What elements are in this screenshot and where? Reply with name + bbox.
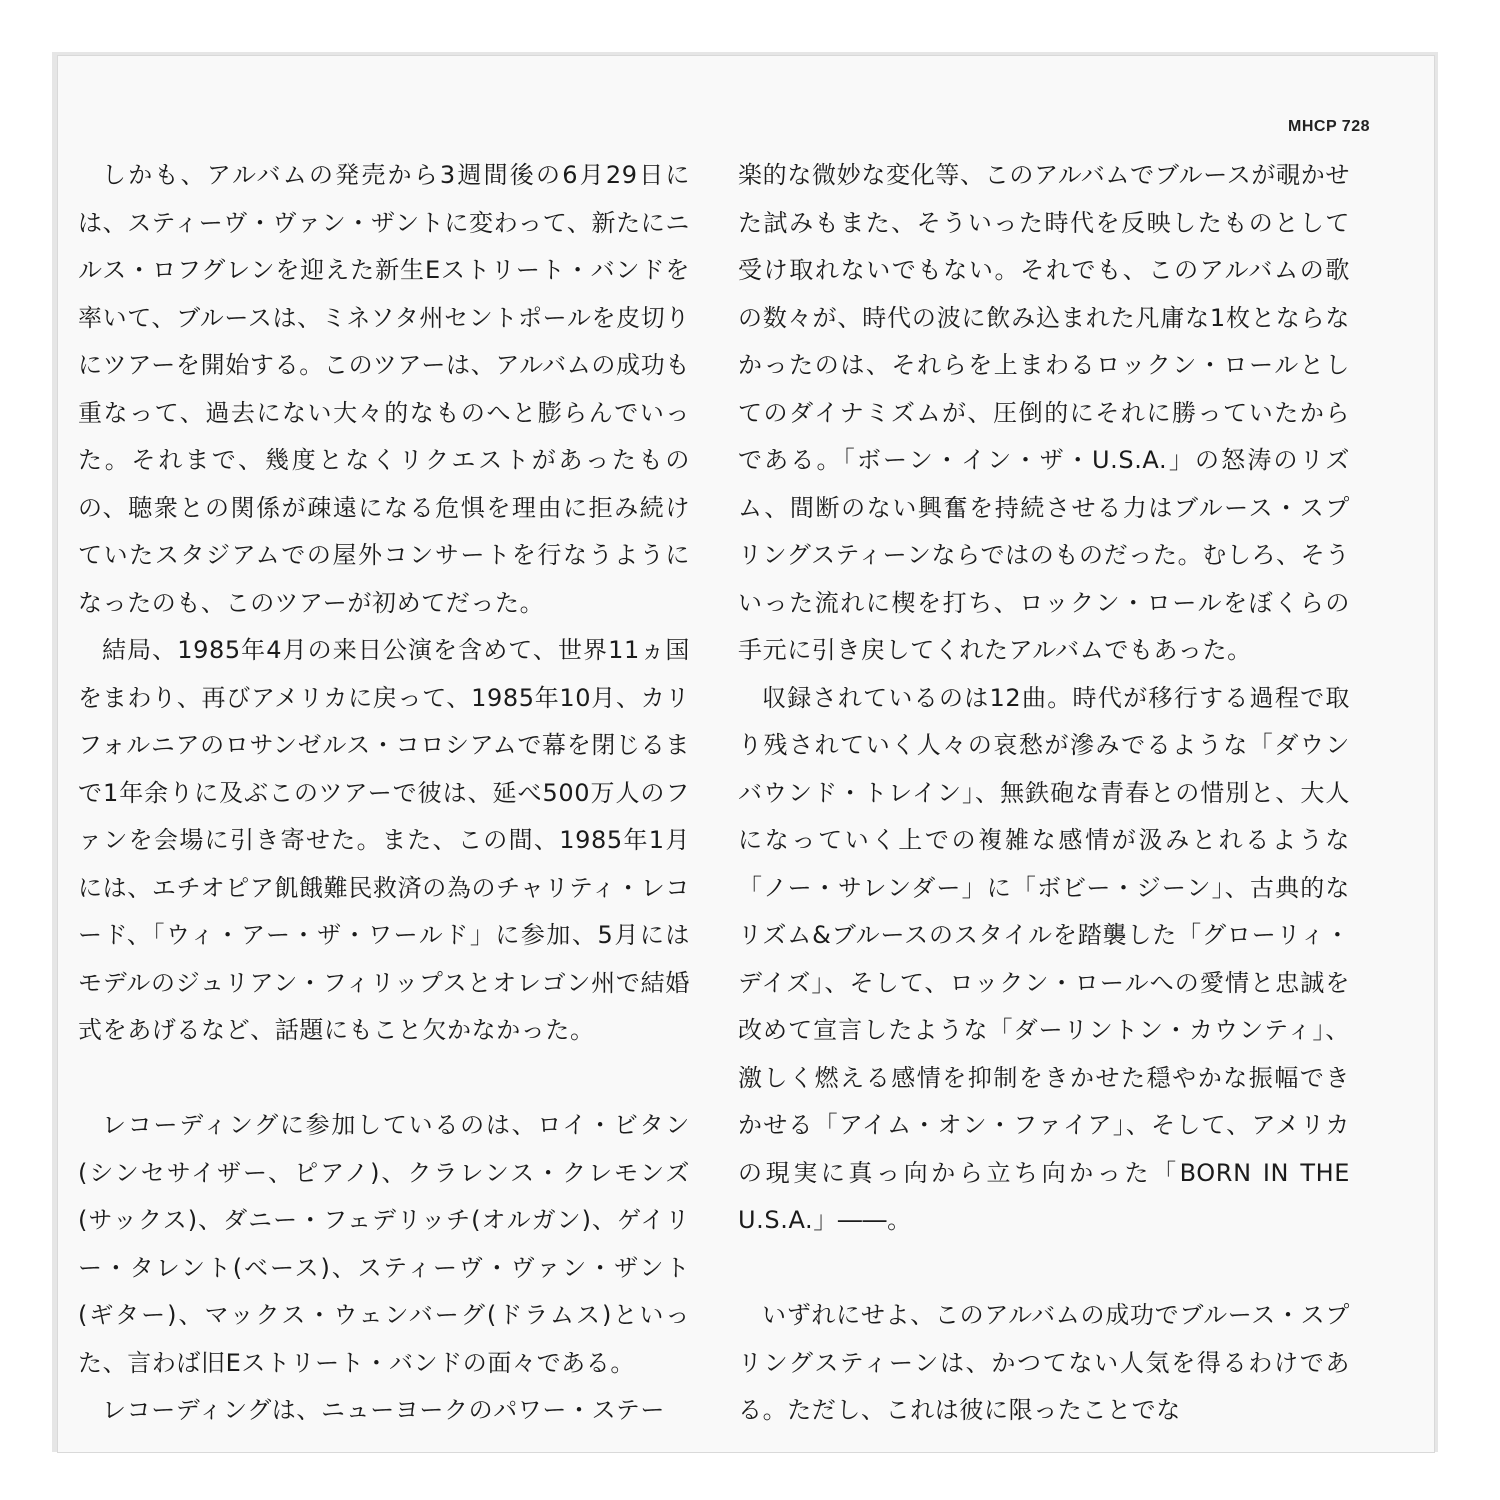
left-paragraph-2: 結局、1985年4月の来日公演を含めて、世界11ヵ国をまわり、再びアメリカに戻って、1985年10月、カリフォルニアのロサンゼルス・コロシアムで幕を閉じるまで1年余りに及ぶこのツアーで彼は、延べ500万人のファンを会場に引き寄せた。また、この間、1985年1月には、エチオピア飢餓難民救済の為のチャリティ・レコード、「ウィ・アー・ザ・ワールド」に参加、5月にはモデルのジュリアン・フィリップスとオレゴン州で結婚式をあげるなど、話題にもこと欠かなかった。 <box>78 636 690 1044</box>
booklet-page <box>58 56 1434 1452</box>
left-text-column <box>78 152 690 1435</box>
catalog-number: MHCP 728 <box>1288 118 1370 135</box>
left-paragraph-3: レコーディングに参加しているのは、ロイ・ビタン(シンセサイザー、ピアノ)、クラレンス・クレモンズ(サックス)、ダニー・フェデリッチ(オルガン)、ゲイリー・タレント(ベース)、スティーヴ・ヴァン・ザント(ギター)、マックス・ウェンバーグ(ドラムス)といった、言わば旧Eストリート・バンドの面々である。 <box>78 1111 690 1377</box>
right-paragraph-2: 収録されているのは12曲。時代が移行する過程で取り残されていく人々の哀愁が滲みでるような「ダウンバウンド・トレイン」、無鉄砲な青春との惜別と、大人になっていく上での複雑な感情が汲みとれるような「ノー・サレンダー」に「ボビー・ジーン」、古典的なリズム&ブルースのスタイルを踏襲した「グローリィ・デイズ」、そして、ロックン・ロールへの愛情と忠誠を改めて宣言したような「ダーリントン・カウンティ」、激しく燃える感情を抑制をきかせた穏やかな振幅できかせる「アイム・オン・ファイア」、そして、アメリカの現実に真っ向から立ち向かった「BORN IN THE U.S.A.」――。 <box>738 683 1350 1234</box>
left-paragraph-1: しかも、アルバムの発売から3週間後の6月29日には、スティーヴ・ヴァン・ザントに変わって、新たにニルス・ロフグレンを迎えた新生Eストリート・バンドを率いて、ブルースは、ミネソタ州セントポールを皮切りにツアーを開始する。このツアーは、アルバムの成功も重なって、過去にない大々的なものへと膨らんでいった。それまで、幾度となくリクエストがあったものの、聴衆との関係が疎遠になる危惧を理由に拒み続けていたスタジアムでの屋外コンサートを行なうようになったのも、このツアーが初めてだった。 <box>78 161 690 617</box>
right-text-column <box>738 152 1350 1435</box>
right-paragraph-1: 楽的な微妙な変化等、このアルバムでブルースが覗かせた試みもまた、そういった時代を反映したものとして受け取れないでもない。それでも、このアルバムの歌の数々が、時代の波に飲み込まれた凡庸な1枚とならなかったのは、それらを上まわるロックン・ロールとしてのダイナミズムが、圧倒的にそれに勝っていたからである。「ボーン・イン・ザ・U.S.A.」の怒涛のリズム、間断のない興奮を持続させる力はブルース・スプリングスティーンならではのものだった。むしろ、そういった流れに楔を打ち、ロックン・ロールをぼくらの手元に引き戻してくれたアルバムでもあった。 <box>738 161 1350 664</box>
left-paragraph-4: レコーディングは、ニューヨークのパワー・ステー <box>102 1396 665 1424</box>
right-paragraph-3: いずれにせよ、このアルバムの成功でブルース・スプリングスティーンは、かつてない人気を得るわけである。ただし、これは彼に限ったことでな <box>738 1301 1350 1424</box>
